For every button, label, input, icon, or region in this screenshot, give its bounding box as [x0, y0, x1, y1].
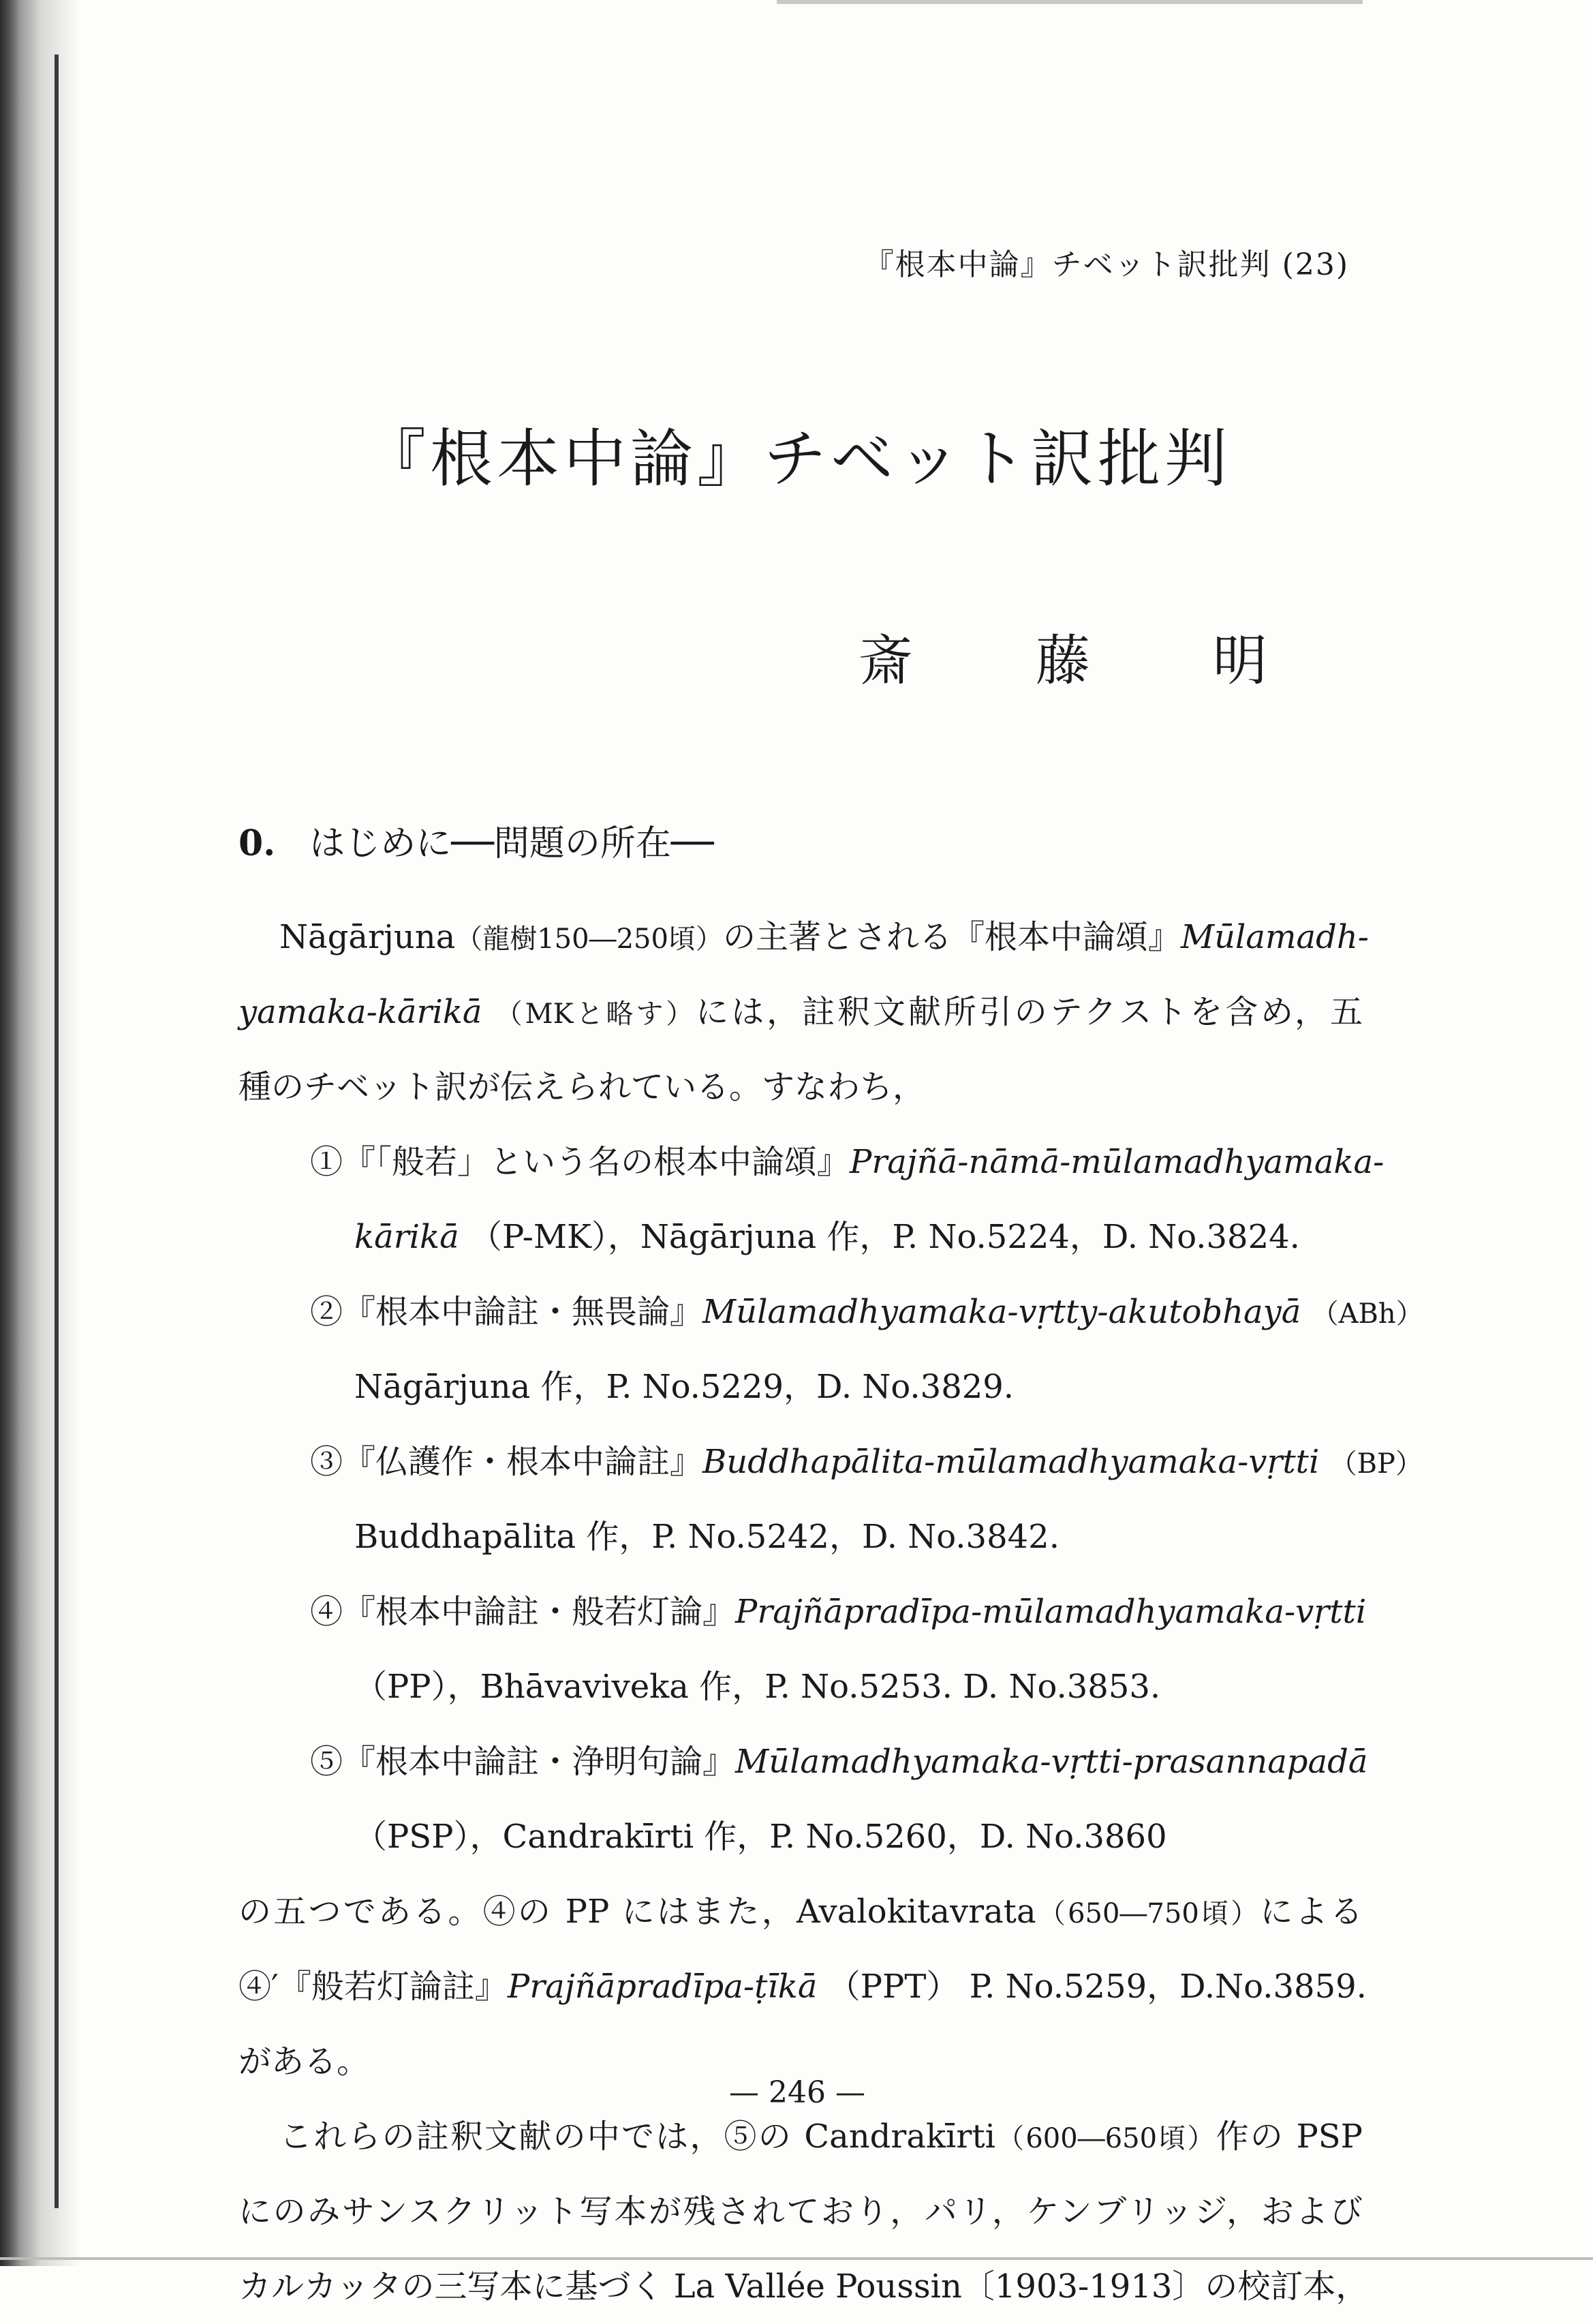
text-span: 作の PSP — [1216, 2117, 1363, 2156]
para1-line3: 種のチベット訳が伝えられている。すなわち， — [238, 1068, 926, 1106]
binding-shadow — [0, 0, 82, 2266]
para2-line1 — [238, 2099, 1363, 2174]
text-span: ⑤『根本中論註・浄明句論』 — [310, 1743, 736, 1781]
italic-term: Mūlamadh- — [1180, 918, 1369, 956]
list-item-4-line1 — [238, 1574, 1367, 1649]
para1-line1 — [238, 900, 1369, 975]
list-item-1-line2 — [238, 1199, 1363, 1274]
para2-line3: カルカッタの三写本に基づく La Vallée Poussin〔1903-1913〕の校訂本， — [238, 2267, 1369, 2306]
list-item-2-line1 — [238, 1274, 1423, 1349]
italic-term: Mūlamadhyamaka-vṛtty-akutobhayā — [702, 1293, 1301, 1331]
text-span: には，註釈文献所引のテクストを含め，五 — [696, 993, 1363, 1031]
list-item-3-line1 — [238, 1424, 1423, 1499]
bottom-edge-mark — [0, 2257, 1593, 2260]
author-char-1: 斎 — [859, 629, 913, 692]
italic-term: Mūlamadhyamaka-vṛtti-prasannapadā — [735, 1743, 1368, 1781]
list-item-3-line2: Buddhapālita 作，P. No.5242，D. No.3842. — [354, 1518, 1060, 1556]
section-title: はじめに──問題の所在── — [309, 823, 714, 864]
italic-term: Buddhapālita-mūlamadhyamaka-vṛtti — [702, 1443, 1320, 1481]
author-char-2: 藤 — [1036, 629, 1090, 692]
list-item-4-line2: （PP），Bhāvaviveka 作，P. No.5253. D. No.3853. — [354, 1668, 1161, 1706]
text-span: （P-MK），Nāgārjuna 作，P. No.5224，D. No.3824. — [469, 1218, 1300, 1256]
italic-term: yamaka-kārikā — [238, 993, 482, 1031]
text-span: これらの註釈文献の中では，⑤の Candrakīrti — [279, 2117, 995, 2156]
text-span: ④′『般若灯論註』 — [238, 1968, 508, 2006]
top-edge-mark — [777, 0, 1363, 4]
text-span: （650―750頃） — [1036, 1898, 1261, 1929]
italic-term: Prajñāpradīpa-mūlamadhyamaka-vṛtti — [735, 1593, 1367, 1631]
body-text — [238, 900, 1423, 2324]
author-char-3: 明 — [1213, 629, 1267, 692]
text-span: ①『「般若」という名の根本中論頌』 — [310, 1143, 850, 1181]
text-span: Nāgārjuna — [279, 918, 456, 956]
text-span: （BP） — [1329, 1448, 1423, 1480]
section-heading — [238, 814, 1329, 866]
text-span: （ABh） — [1311, 1298, 1423, 1330]
text-span: の主著とされる『根本中論頌』 — [722, 918, 1181, 956]
binding-edge-line — [55, 55, 59, 2208]
text-span: ③『仏護作・根本中論註』 — [310, 1443, 703, 1481]
summary-line3: がある。 — [238, 2043, 370, 2081]
text-span: （MKと略す） — [495, 998, 696, 1030]
text-span: （PPT） P. No.5259，D.No.3859. — [827, 1968, 1367, 2006]
text-span: の五つである。④の PP にはまた，Avalokitavrata — [238, 1893, 1036, 1931]
italic-term: kārikā — [354, 1218, 459, 1256]
summary-line1 — [238, 1874, 1363, 1949]
text-span: （龍樹150―250頃） — [455, 923, 723, 955]
running-head: 『根本中論』チベット訳批判 (23) — [863, 247, 1349, 282]
list-item-1-line1 — [238, 1125, 1385, 1199]
para2-line2: にのみサンスクリット写本が残されており，パリ，ケンブリッジ，および — [238, 2192, 1363, 2231]
italic-term: Prajñāpradīpa-ṭīkā — [507, 1968, 818, 2006]
italic-term: Prajñā-nāmā-mūlamadhyamaka- — [850, 1143, 1385, 1181]
text-span: ④『根本中論註・般若灯論』 — [310, 1593, 736, 1631]
page-number: — 246 — — [729, 2075, 865, 2110]
para1-line2 — [238, 975, 1363, 1050]
text-span: （600―650頃） — [995, 2123, 1216, 2154]
text-span: による — [1260, 1893, 1363, 1931]
text-span: ②『根本中論註・無畏論』 — [310, 1293, 703, 1331]
list-item-2-line2: Nāgārjuna 作，P. No.5229，D. No.3829. — [354, 1368, 1015, 1406]
author-name — [859, 617, 1267, 695]
summary-line2 — [238, 1949, 1367, 2024]
list-item-5-line1 — [238, 1724, 1368, 1799]
list-item-5-line2: （PSP），Candrakīrti 作，P. No.5260，D. No.3860 — [354, 1818, 1167, 1856]
article-title: 『根本中論』チベット訳批判 — [362, 423, 1231, 495]
section-number: 0. — [238, 823, 276, 864]
